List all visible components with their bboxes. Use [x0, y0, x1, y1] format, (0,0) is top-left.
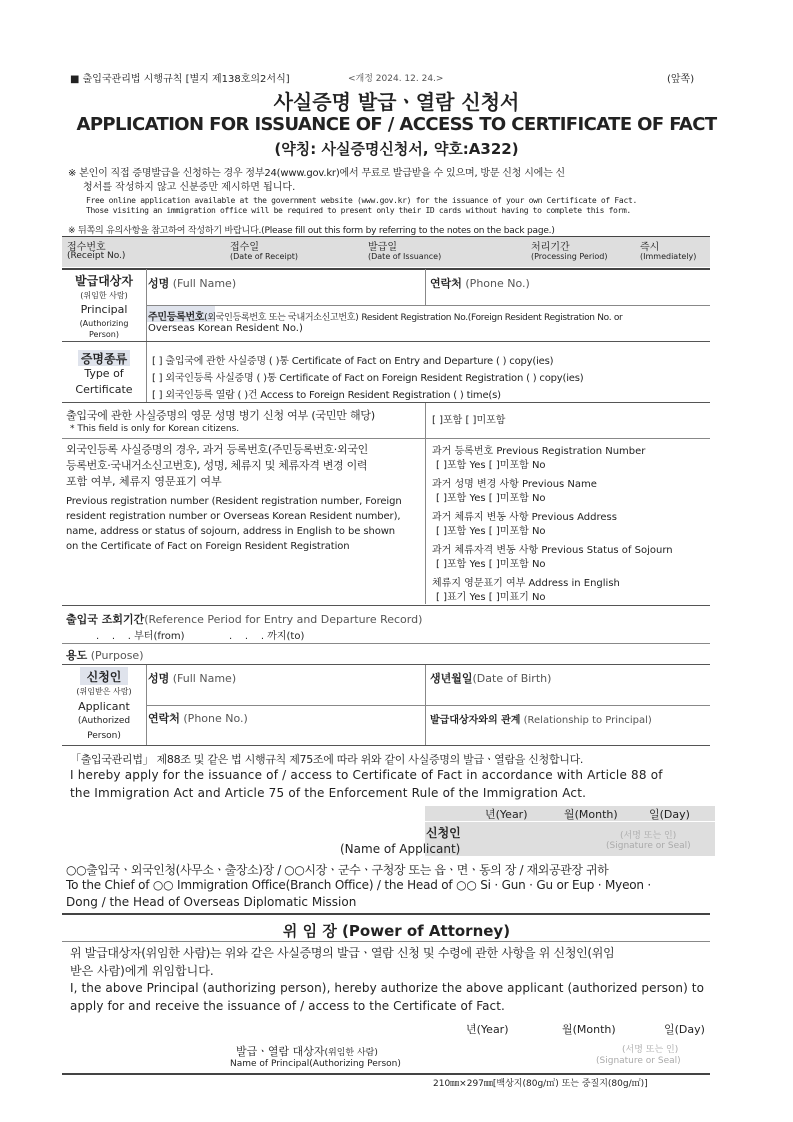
previous-ko-2: 등록번호·국내거소신고번호), 성명, 체류지 및 체류자격 변경 이력 [66, 459, 368, 472]
notice-ko-line2: 청서를 작성하지 않고 신분증만 제시하면 됩니다. [83, 182, 296, 193]
declaration-ko: 「출입국관리법」 제88조 및 같은 법 시행규칙 제75조에 따라 위와 같이 사실증명의 발급ㆍ열람을 신청합니다. [70, 753, 584, 766]
prev-item-options[interactable]: [ ]포함 Yes [ ]미포함 No [436, 460, 546, 471]
receipt-date-label-en: (Date of Receipt) [230, 252, 299, 261]
declaration-en-1: I hereby apply for the issuance of / access to Certificate of Fact in accordance with Article 88 of [70, 768, 663, 782]
prev-item-label: 체류지 영문표기 여부 Address in English [432, 578, 620, 589]
applicant-label-en-sub1: (Authorized [77, 716, 131, 726]
period-label-en: (Reference Period for Entry and Departure Record) [144, 613, 423, 626]
poa-day: 일(Day) [664, 1023, 705, 1036]
principal-label-en-sub1: (Authorizing [79, 319, 129, 328]
principal-name-field[interactable] [148, 275, 236, 291]
poa-sign[interactable]: (서명 또는 인) [622, 1045, 679, 1055]
english-name-note: * This field is only for Korean citizens. [70, 424, 240, 434]
form-regulation: ■ 출입국관리법 시행규칙 [별지 제138호의2서식] [70, 74, 290, 85]
poa-principal-label: 발급ㆍ열람 대상자 [236, 1045, 325, 1058]
applicant-relation-label-en: (Relationship to Principal) [523, 715, 652, 726]
decl-applicant-label-en: (Name of Applicant) [340, 842, 461, 856]
applicant-label-en: Applicant [78, 700, 130, 713]
previous-ko-1: 외국인등록 사실증명의 경우, 과거 등록번호(주민등록번호·외국인 [66, 443, 368, 456]
poa-ko-2: 받은 사람)에게 위임합니다. [70, 964, 214, 978]
poa-principal-label-en: Name of Principal(Authorizing Person) [230, 1059, 401, 1069]
poa-sign-en: (Signature or Seal) [596, 1056, 681, 1066]
principal-reg-en1: Resident Registration No.(Foreign Resident Registration No. or [361, 313, 623, 323]
issue-date-label-en: (Date of Issuance) [368, 252, 442, 261]
applicant-label-en-sub2: Person) [87, 731, 121, 741]
purpose-field[interactable] [66, 647, 144, 663]
principal-label: 발급대상자 [75, 274, 133, 288]
decl-sign[interactable]: (서명 또는 인) [620, 831, 677, 841]
cert-type-label: 증명종류 [80, 352, 128, 366]
poa-ko-1: 위 발급대상자(위임한 사람)는 위와 같은 사실증명의 발급ㆍ열람 신청 및 수령에 관한 사항을 위 신청인(위임 [70, 946, 615, 960]
decl-month: 월(Month) [564, 808, 618, 821]
cert-type-label-en2: Certificate [75, 383, 133, 396]
applicant-dob-label: 생년월일 [430, 672, 473, 685]
principal-name-label-en: (Full Name) [172, 277, 237, 290]
previous-en-2: resident registration number or Overseas Korean Resident number), [66, 511, 401, 522]
cert-option-registration[interactable]: [ ] 외국인등록 사실증명 ( )통 Certificate of Fact on Foreign Resident Registration ( ) copy(ies) [152, 373, 584, 384]
prev-item-label: 과거 등록번호 Previous Registration Number [432, 446, 646, 457]
prev-item-options[interactable]: [ ]포함 Yes [ ]미포함 No [436, 493, 546, 504]
principal-reg-field[interactable] [148, 308, 622, 323]
decl-applicant-label: 신청인 [426, 826, 461, 840]
poa-month: 월(Month) [562, 1023, 616, 1036]
purpose-label-ko: 용도 [66, 649, 88, 662]
paper-spec: 210㎜×297㎜[백상지(80g/㎡) 또는 중질지(80g/㎡)] [433, 1079, 648, 1089]
decl-year: 년(Year) [485, 808, 528, 821]
poa-principal-field [236, 1043, 378, 1059]
notice-ko-line1: ※ 본인이 직접 증명발급을 신청하는 경우 정부24(www.gov.kr)에서 무료로 발급받을 수 있으며, 방문 신청 시에는 신 [68, 168, 566, 179]
applicant-dob-label-en: (Date of Birth) [472, 672, 552, 685]
principal-name-label: 성명 [148, 277, 170, 290]
poa-principal-sub: (위임한 사람) [324, 1048, 378, 1058]
period-label-en: (Processing Period) [531, 252, 608, 261]
applicant-name-label-en: (Full Name) [172, 672, 237, 685]
cert-option-access[interactable]: [ ] 외국인등록 열람 ( )건 Access to Foreign Resident Registration ( ) time(s) [152, 390, 501, 401]
title-en: APPLICATION FOR ISSUANCE OF / ACCESS TO CERTIFICATE OF FACT [76, 114, 717, 135]
principal-phone-label-en: (Phone No.) [465, 277, 530, 290]
notice-refer: ※ 뒤쪽의 유의사항을 참고하여 작성하기 바랍니다.(Please fill out this form by referring to the notes on the back page.) [68, 226, 555, 236]
prev-item-label: 과거 체류지 변동 사항 Previous Address [432, 512, 617, 523]
decl-day: 일(Day) [649, 808, 690, 821]
previous-en-3: name, address or status of sojourn, address in English to be shown [66, 526, 396, 537]
poa-title: 위 임 장 (Power of Attorney) [282, 922, 511, 940]
prev-item-label: 과거 성명 변경 사항 Previous Name [432, 479, 597, 490]
english-name-question: 출입국에 관한 사실증명의 영문 성명 병기 신청 여부 (국민만 해당) [66, 409, 375, 422]
principal-reg-sub: (외국인등록번호 또는 국내거소신고번호) [204, 313, 359, 323]
poa-en-1: I, the above Principal (authorizing person), hereby authorize the above applicant (authorized person) to [70, 981, 705, 995]
applicant-name-field[interactable] [148, 670, 236, 686]
purpose-label-en: (Purpose) [90, 649, 144, 662]
period-field [66, 611, 422, 627]
page-side: (앞쪽) [667, 74, 695, 85]
applicant-relation-field[interactable] [430, 711, 652, 726]
applicant-name-label: 성명 [148, 672, 170, 685]
prev-item-label: 과거 체류자격 변동 사항 Previous Status of Sojourn [432, 545, 673, 556]
recipient-en-1: To the Chief of ○○ Immigration Office(Branch Office) / the Head of ○○ Si · Gun · Gu or Eup · Myeon · [66, 878, 652, 892]
declaration-en-2: the Immigration Act and Article 75 of the Enforcement Rule of the Immigration Act. [70, 786, 587, 800]
applicant-phone-label-en: (Phone No.) [183, 712, 248, 725]
applicant-phone-label: 연락처 [148, 712, 180, 725]
notice-en-line1: Free online application available at the government website (www.gov.kr) for the issuance of your own Certificate of Fact. [86, 196, 638, 205]
receipt-no-label: 접수번호 [67, 242, 106, 253]
principal-reg-en2: Overseas Korean Resident No.) [148, 323, 303, 334]
prev-item-options[interactable]: [ ]포함 Yes [ ]미포함 No [436, 526, 546, 537]
principal-label-sub: (위임한 사람) [80, 291, 128, 300]
period-label-ko: 출입국 조회기간 [66, 613, 145, 626]
recipient-en-2: Dong / the Head of Overseas Diplomatic Mission [66, 895, 357, 909]
receipt-no-label-en: (Receipt No.) [67, 251, 126, 261]
cert-type-label-en1: Type of [84, 367, 124, 380]
notice-en-line2: Those visiting an immigration office will be required to present only their ID cards without having to complete this form. [86, 206, 631, 215]
principal-label-en-sub2: Person) [88, 330, 119, 339]
applicant-dob-field[interactable] [430, 670, 551, 686]
applicant-label: 신청인 [86, 670, 122, 684]
poa-year: 년(Year) [466, 1023, 509, 1036]
previous-ko-3: 포함 여부, 체류지 영문표기 여부 [66, 475, 222, 488]
title-ko: 사실증명 발급ㆍ열람 신청서 [273, 90, 520, 114]
previous-en-4: on the Certificate of Fact on Foreign Resident Registration [66, 541, 350, 552]
poa-en-2: apply for and receive the issuance of / access to the Certificate of Fact. [70, 999, 505, 1013]
decl-sign-en: (Signature or Seal) [606, 841, 691, 851]
issue-date-label: 발급일 [368, 242, 397, 253]
prev-item-options[interactable]: [ ]표기 Yes [ ]미표기 No [436, 592, 546, 603]
principal-reg-label: 주민등록번호 [148, 312, 205, 323]
principal-phone-label: 연락처 [430, 277, 462, 290]
title-abbr: (약칭: 사실증명신청서, 약호:A322) [274, 140, 519, 158]
applicant-relation-label: 발급대상자와의 관계 [430, 715, 521, 726]
receipt-date-label: 접수일 [230, 242, 259, 253]
prev-item-options[interactable]: [ ]포함 Yes [ ]미포함 No [436, 559, 546, 570]
recipient-ko: ○○출입국ㆍ외국인청(사무소ㆍ출장소)장 / ○○시장ㆍ군수ㆍ구청장 또는 읍ㆍ면ㆍ동의 장 / 재외공관장 귀하 [66, 863, 609, 877]
applicant-label-sub: (위임받은 사람) [76, 687, 132, 696]
principal-phone-field[interactable] [430, 275, 530, 291]
cert-option-entry[interactable]: [ ] 출입국에 관한 사실증명 ( )통 Certificate of Fact on Entry and Departure ( ) copy(ies) [152, 356, 554, 367]
previous-en-1: Previous registration number (Resident registration number, Foreign [66, 496, 402, 507]
immediate-label-en: (Immediately) [640, 252, 697, 261]
immediate-label: 즉시 [640, 242, 660, 253]
period-label: 처리기간 [531, 242, 570, 253]
principal-label-en: Principal [80, 303, 128, 316]
applicant-phone-field[interactable] [148, 710, 248, 726]
revision-note: <개정 2024. 12. 24.> [348, 74, 444, 84]
english-name-answer[interactable]: [ ]포함 [ ]미포함 [432, 415, 506, 426]
period-range[interactable]: . . . 부터(from) . . . 까지(to) [96, 631, 305, 642]
